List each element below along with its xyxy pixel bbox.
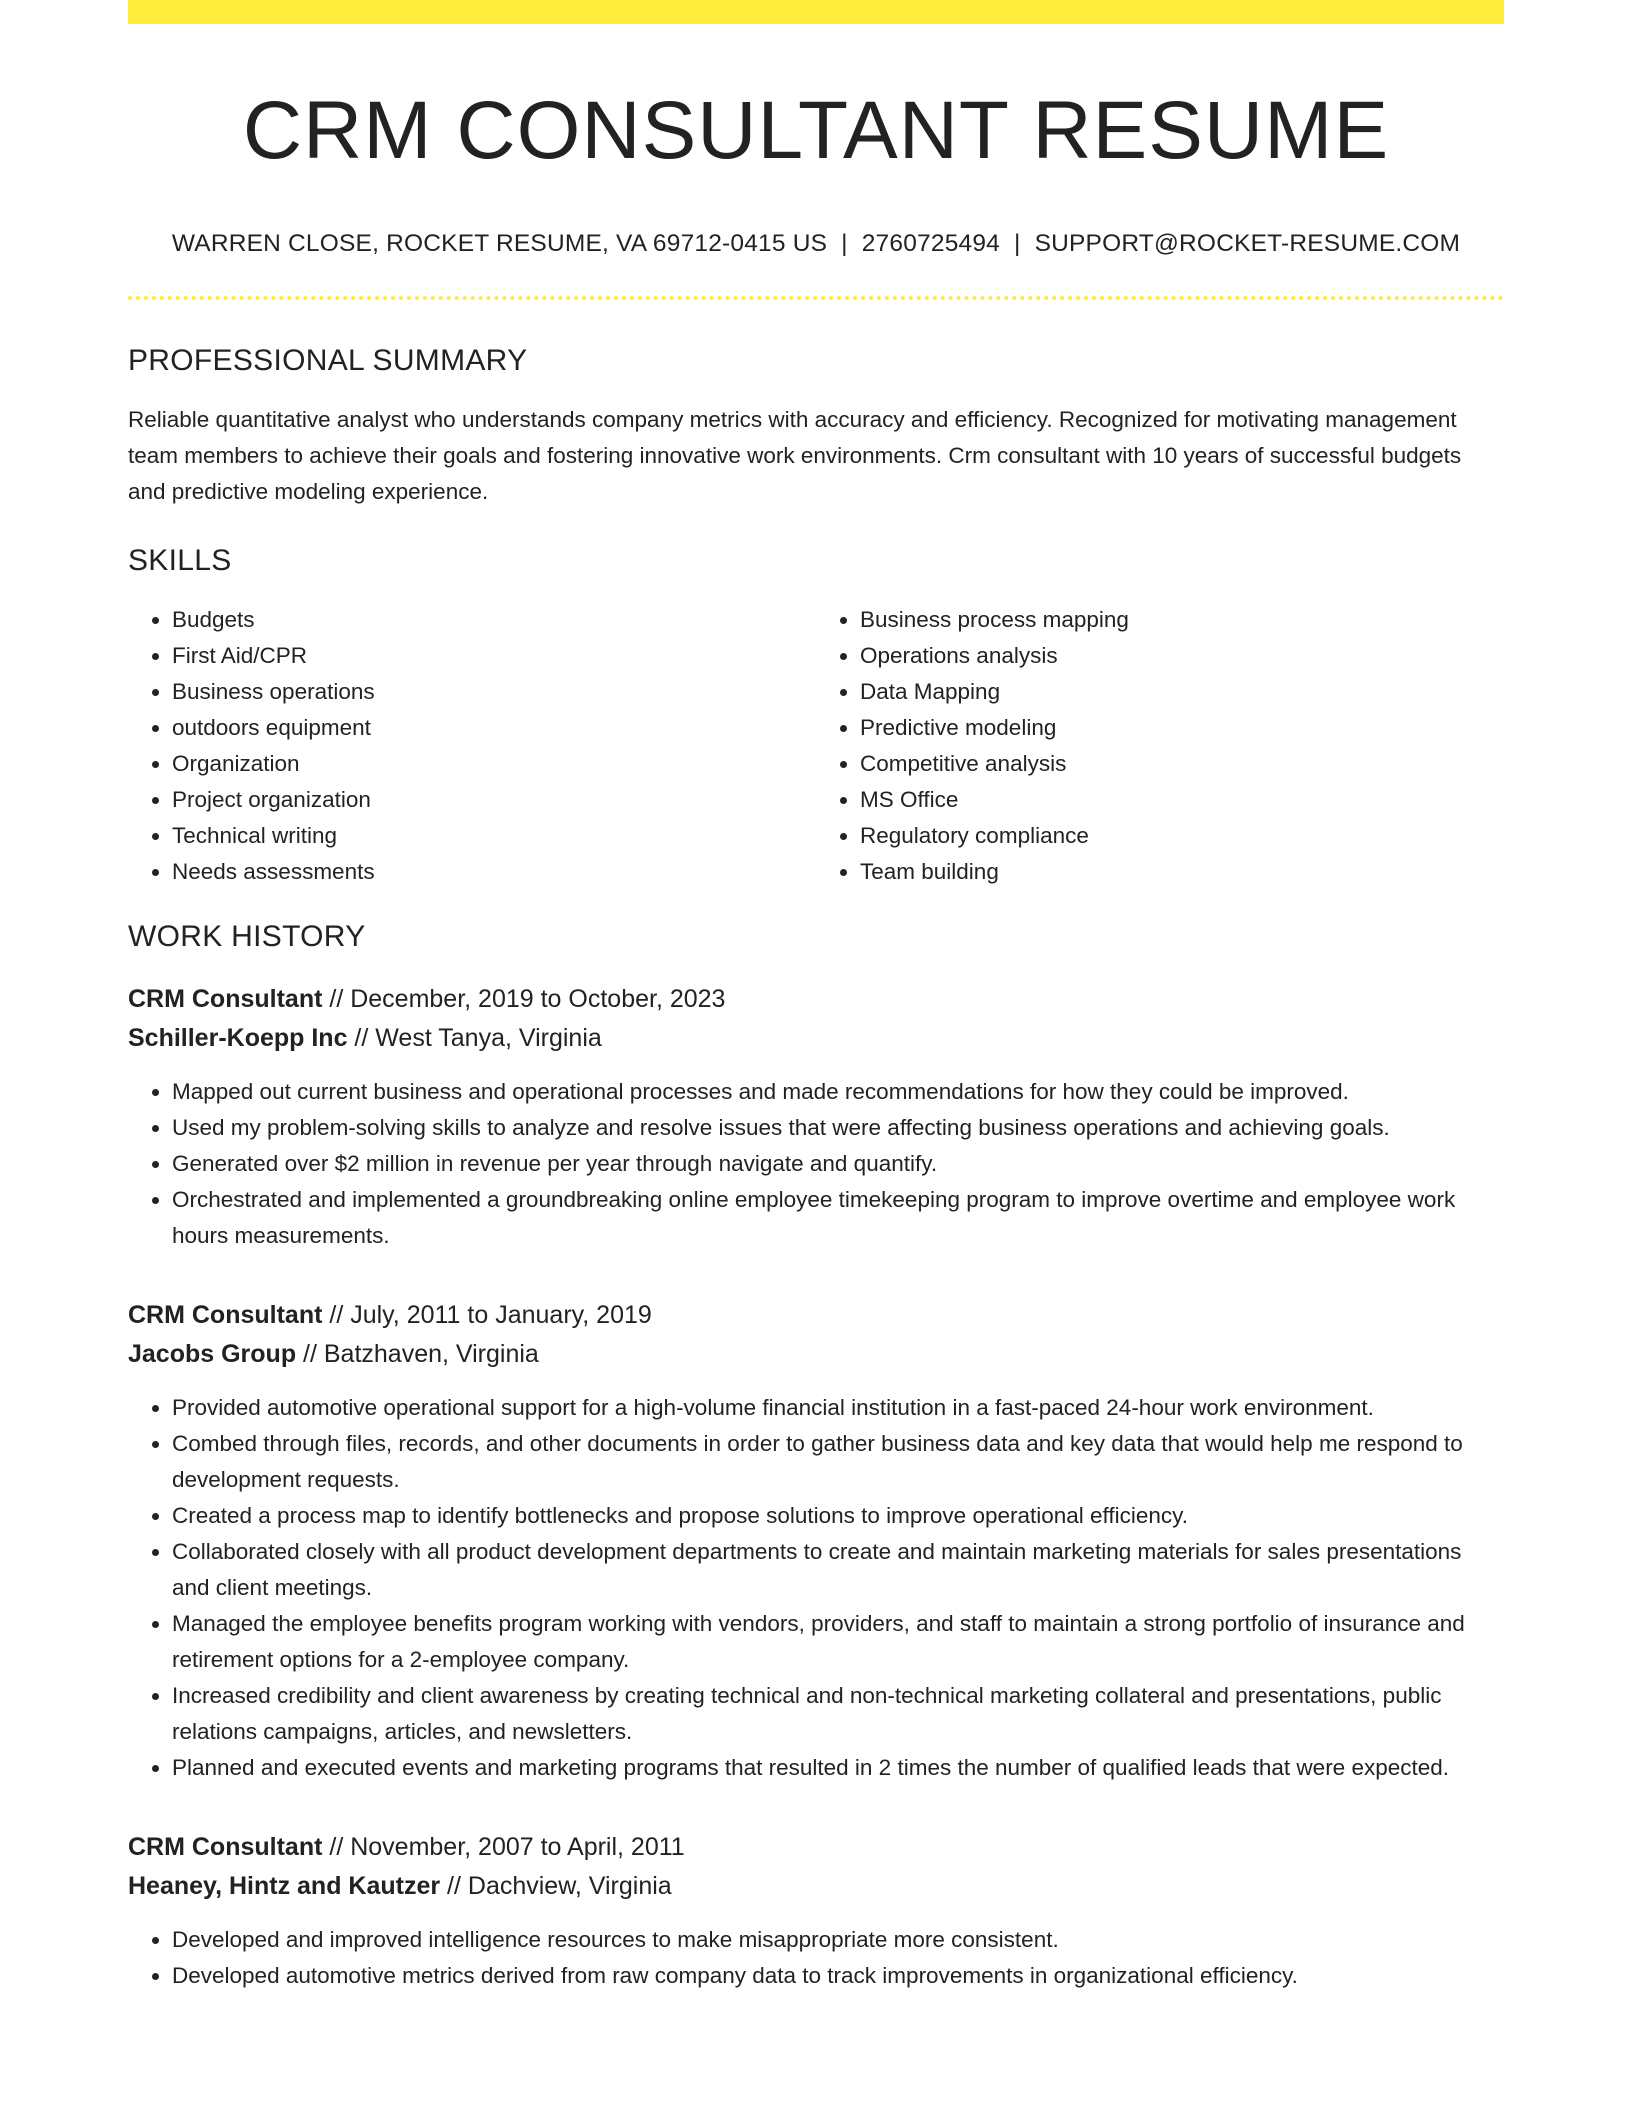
skill-item: • Regulatory compliance bbox=[860, 818, 1504, 854]
contact-email: SUPPORT@ROCKET-RESUME.COM bbox=[1034, 230, 1461, 258]
job-role: CRM Consultant bbox=[128, 985, 323, 1014]
professional-summary-section bbox=[128, 344, 1504, 510]
job-title-line bbox=[128, 1828, 1504, 1867]
skill-item: • Data Mapping bbox=[860, 674, 1504, 710]
skills-heading: SKILLS bbox=[128, 544, 232, 578]
job-role: CRM Consultant bbox=[128, 1833, 323, 1862]
job-bullet: • Managed the employee benefits program working with vendors, providers, and staff to maintain a strong portfolio of insurance and retirement options for a 2-employee company. bbox=[172, 1606, 1504, 1678]
job-bullet: • Created a process map to identify bottlenecks and propose solutions to improve operational efficiency. bbox=[172, 1498, 1504, 1534]
job-entry bbox=[128, 980, 1504, 1254]
job-bullet: • Mapped out current business and operational processes and made recommendations for how they could be improved. bbox=[172, 1074, 1504, 1110]
skill-item: • outdoors equipment bbox=[172, 710, 816, 746]
job-bullets bbox=[128, 1074, 1504, 1254]
job-title-line bbox=[128, 1296, 1504, 1335]
job-bullet: • Orchestrated and implemented a groundbreaking online employee timekeeping program to improve overtime and employee work hours measurements. bbox=[172, 1182, 1504, 1254]
top-accent-bar bbox=[128, 0, 1504, 24]
skill-item: • Competitive analysis bbox=[860, 746, 1504, 782]
resume-page bbox=[128, 0, 1504, 1994]
dotted-divider bbox=[128, 296, 1504, 300]
contact-separator: | bbox=[841, 230, 848, 258]
job-bullets bbox=[128, 1922, 1504, 1994]
skills-list-right bbox=[816, 602, 1504, 890]
skill-item: • Predictive modeling bbox=[860, 710, 1504, 746]
job-bullet: • Planned and executed events and marketing programs that resulted in 2 times the number of qualified leads that were expected. bbox=[172, 1750, 1504, 1786]
skill-item: • MS Office bbox=[860, 782, 1504, 818]
job-location: // Dachview, Virginia bbox=[440, 1872, 672, 1901]
job-bullets bbox=[128, 1390, 1504, 1786]
skill-item: • Needs assessments bbox=[172, 854, 816, 890]
skill-item: • Project organization bbox=[172, 782, 816, 818]
contact-line bbox=[128, 230, 1504, 258]
skills-list-left bbox=[128, 602, 816, 890]
job-bullet: • Increased credibility and client awareness by creating technical and non-technical marketing collateral and presentations, public relations campaigns, articles, and newsletters. bbox=[172, 1678, 1504, 1750]
job-role: CRM Consultant bbox=[128, 1301, 323, 1330]
skill-item: • Business process mapping bbox=[860, 602, 1504, 638]
skill-item: • Organization bbox=[172, 746, 816, 782]
skill-item: • Budgets bbox=[172, 602, 816, 638]
job-company: Jacobs Group bbox=[128, 1340, 297, 1369]
job-location: // West Tanya, Virginia bbox=[347, 1024, 602, 1053]
job-company-line bbox=[128, 1019, 1504, 1058]
skills-section bbox=[128, 544, 1504, 890]
skill-item: • First Aid/CPR bbox=[172, 638, 816, 674]
job-bullet: • Developed automotive metrics derived from raw company data to track improvements in organizational efficiency. bbox=[172, 1958, 1504, 1994]
job-company-line bbox=[128, 1335, 1504, 1374]
work-history-heading: WORK HISTORY bbox=[128, 920, 366, 954]
contact-address: WARREN CLOSE, ROCKET RESUME, VA 69712-0415 US bbox=[171, 230, 828, 258]
skill-item: • Business operations bbox=[172, 674, 816, 710]
job-company: Heaney, Hintz and Kautzer bbox=[128, 1872, 441, 1901]
job-bullet: • Developed and improved intelligence resources to make misappropriate more consistent. bbox=[172, 1922, 1504, 1958]
skills-columns bbox=[128, 602, 1504, 890]
job-dates: // November, 2007 to April, 2011 bbox=[322, 1833, 685, 1862]
job-entry bbox=[128, 1828, 1504, 1994]
summary-text: Reliable quantitative analyst who understands company metrics with accuracy and efficiency. Recognized for motivating management team members to achieve their goals and fostering innovative work environments. Crm consultant with 10 years of successful budgets and predictive modeling experience. bbox=[128, 407, 1462, 505]
job-dates: // December, 2019 to October, 2023 bbox=[322, 985, 726, 1014]
job-bullet: • Generated over $2 million in revenue per year through navigate and quantify. bbox=[172, 1146, 1504, 1182]
skill-item: • Technical writing bbox=[172, 818, 816, 854]
work-history-section bbox=[128, 920, 1504, 1994]
job-company-line bbox=[128, 1867, 1504, 1906]
job-entry bbox=[128, 1296, 1504, 1786]
job-company: Schiller-Koepp Inc bbox=[128, 1024, 348, 1053]
job-dates: // July, 2011 to January, 2019 bbox=[322, 1301, 652, 1330]
contact-separator: | bbox=[1014, 230, 1021, 258]
job-bullet: • Combed through files, records, and other documents in order to gather business data and key data that would help me respond to development requests. bbox=[172, 1426, 1504, 1498]
skill-item: • Operations analysis bbox=[860, 638, 1504, 674]
job-location: // Batzhaven, Virginia bbox=[296, 1340, 539, 1369]
job-bullet: • Provided automotive operational support for a high-volume financial institution in a fast-paced 24-hour work environment. bbox=[172, 1390, 1504, 1426]
job-title-line bbox=[128, 980, 1504, 1019]
page-title: CRM CONSULTANT RESUME bbox=[242, 85, 1390, 176]
summary-heading: PROFESSIONAL SUMMARY bbox=[128, 344, 528, 378]
job-bullet: • Used my problem-solving skills to analyze and resolve issues that were affecting business operations and achieving goals. bbox=[172, 1110, 1504, 1146]
skill-item: • Team building bbox=[860, 854, 1504, 890]
job-bullet: • Collaborated closely with all product development departments to create and maintain marketing materials for sales presentations and client meetings. bbox=[172, 1534, 1504, 1606]
job-list bbox=[128, 980, 1504, 1994]
contact-phone: 2760725494 bbox=[861, 230, 1000, 258]
